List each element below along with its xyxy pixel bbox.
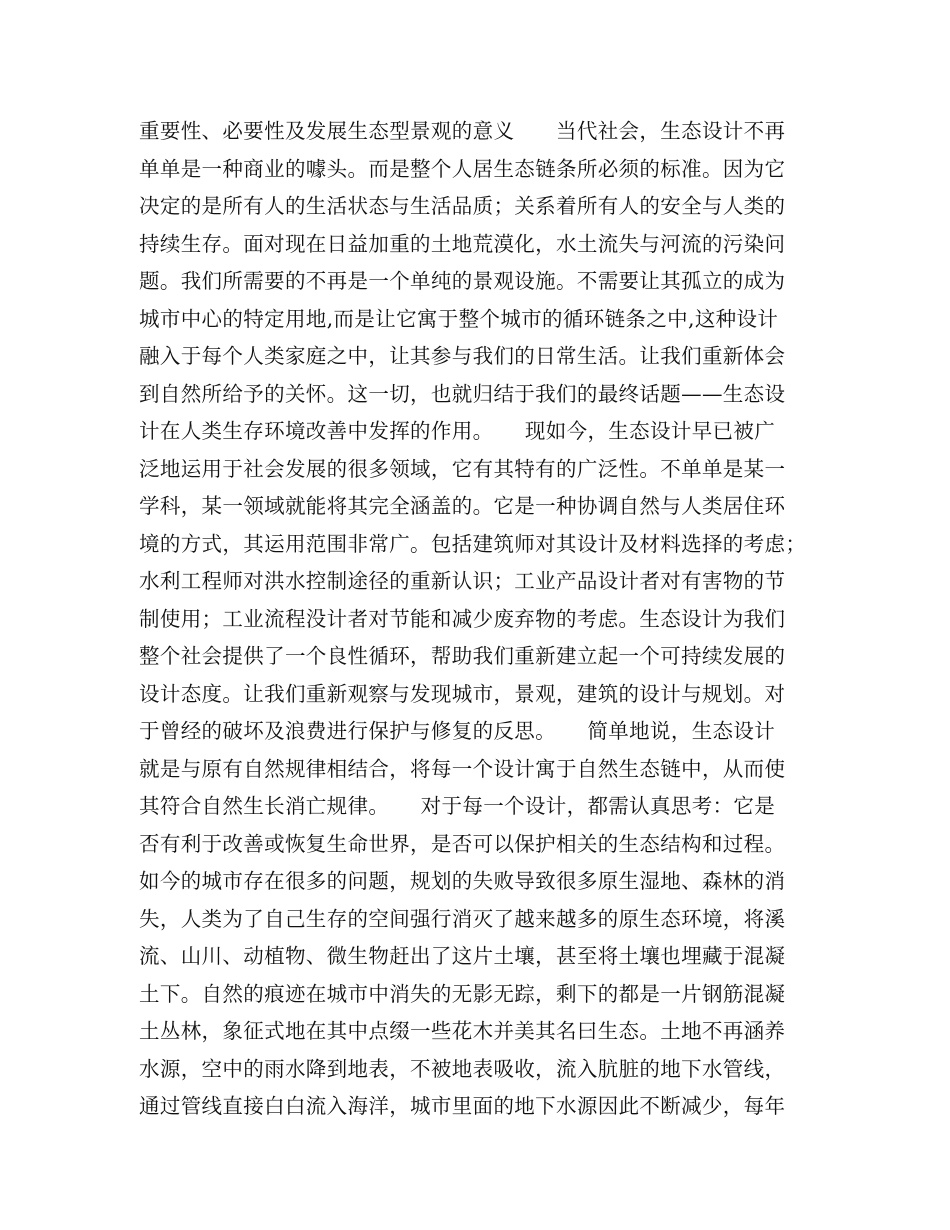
text-line: 持续生存。面对现在日益加重的土地荒漠化，水土流失与河流的污染问 xyxy=(139,231,786,256)
text-line: 流、山川、动植物、微生物赶出了这片土壤，甚至将土壤也埋藏于混凝 xyxy=(139,944,786,968)
text-line: 水利工程师对洪水控制途径的重新认识；工业产品设计者对有害物的节 xyxy=(139,569,786,593)
text-line: 于曾经的破坏及浪费进行保护与修复的反思。 简单地说，生态设计 xyxy=(139,719,776,743)
text-line: 决定的是所有人的生活状态与生活品质；关系着所有人的安全与人类的 xyxy=(139,194,786,218)
text-line: 城市中心的特定用地,而是让它寓于整个城市的循环链条之中,这种设计 xyxy=(139,306,779,331)
text-line: 计在人类生存环境改善中发挥的作用。 现如今，生态设计早已被广 xyxy=(139,419,776,443)
text-line: 制使用；工业流程没计者对节能和减少废弃物的考虑。生态设计为我们 xyxy=(139,606,786,631)
text-line: 单单是一种商业的噱头。而是整个人居生态链条所必须的标准。因为它 xyxy=(139,156,786,181)
text-line: 通过管线直接白白流入海洋，城市里面的地下水源因此不断减少，每年 xyxy=(139,1094,786,1118)
text-line: 就是与原有自然规律相结合，将每一个设计寓于自然生态链中，从而使 xyxy=(139,756,786,781)
text-line: 失，人类为了自己生存的空间强行消灭了越来越多的原生态环境，将溪 xyxy=(139,906,786,931)
text-line: 水源，空中的雨水降到地表，不被地表吸收，流入肮脏的地下水管线， xyxy=(139,1056,786,1081)
text-line: 重要性、必要性及发展生态型景观的意义 当代社会，生态设计不再 xyxy=(139,119,786,143)
text-line: 否有利于改善或恢复生命世界，是否可以保护相关的生态结构和过程。 xyxy=(139,831,786,856)
text-line: 融入于每个人类家庭之中，让其参与我们的日常生活。让我们重新体会 xyxy=(139,344,786,368)
text-line: 学科，某一领域就能将其完全涵盖的。它是一种协调自然与人类居住环 xyxy=(139,494,786,518)
text-line: 泛地运用于社会发展的很多领域，它有其特有的广泛性。不单单是某一 xyxy=(139,456,786,481)
text-line: 题。我们所需要的不再是一个单纯的景观设施。不需要让其孤立的成为 xyxy=(139,269,786,293)
text-line: 设计态度。让我们重新观察与发现城市，景观，建筑的设计与规划。对 xyxy=(139,681,786,706)
text-line: 整个社会提供了一个良性循环，帮助我们重新建立起一个可持续发展的 xyxy=(139,644,786,668)
text-line: 土丛林，象征式地在其中点缀一些花木并美其名曰生态。土地不再涵养 xyxy=(139,1019,786,1043)
text-line: 其符合自然生长消亡规律。 对于每一个设计，都需认真思考：它是 xyxy=(139,794,776,818)
text-line: 如今的城市存在很多的问题，规划的失败导致很多原生湿地、森林的消 xyxy=(139,869,786,893)
text-line: 到自然所给予的关怀。这一切，也就归结于我们的最终话题——生态设 xyxy=(139,381,786,406)
text-line: 土下。自然的痕迹在城市中消失的无影无踪，剩下的都是一片钢筋混凝 xyxy=(139,981,786,1006)
text-line: 境的方式，其运用范围非常广。包括建筑师对其设计及材料选择的考虑； xyxy=(139,531,807,556)
body-text xyxy=(139,113,819,1126)
